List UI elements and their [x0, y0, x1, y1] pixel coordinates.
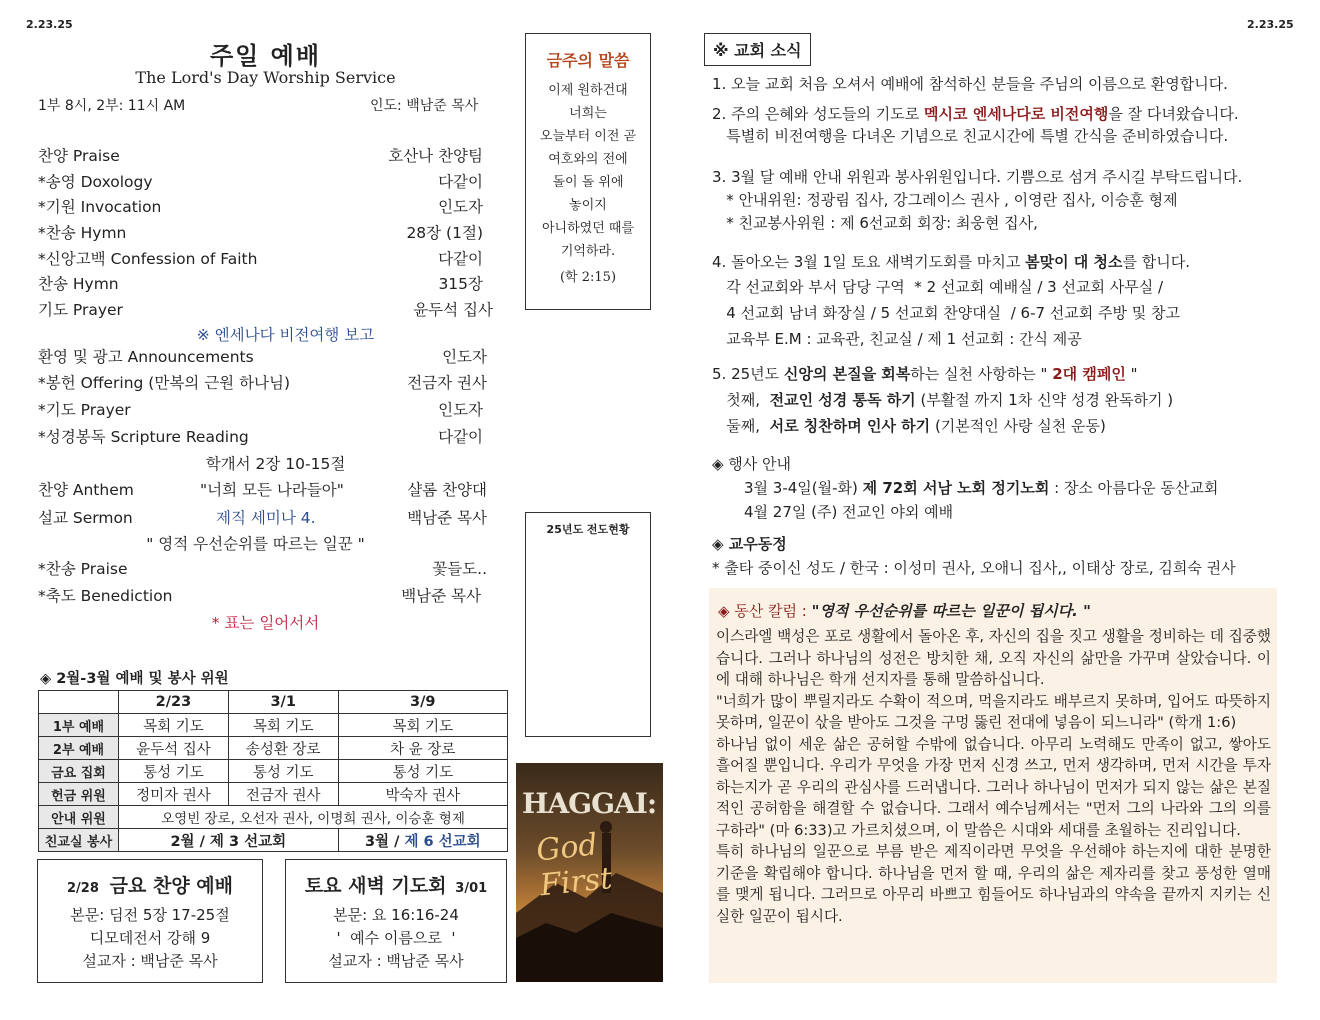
- order-value: 다같이: [438, 250, 483, 268]
- verse-line: 너희는: [569, 106, 607, 121]
- news-item: * 친교봉사위원 : 제 6선교회 회장: 최웅현 집사,: [712, 214, 1038, 232]
- friday-title: 금요 찬양 예배: [109, 875, 234, 897]
- saturday-sub: ' 예수 이름으로 ': [336, 929, 456, 947]
- table-header: 3/9: [338, 691, 507, 714]
- friday-preacher: 설교자 : 백남준 목사: [82, 952, 218, 970]
- order-value: 28장 (1절): [406, 224, 483, 242]
- schedule-heading: ◈ 2월-3월 예배 및 봉사 위원: [40, 671, 229, 687]
- table-cell: 목회 기도: [228, 714, 338, 737]
- news-item: 3. 3월 달 예배 안내 위원과 봉사위원입니다. 기쁨으로 섬겨 주시길 부탁드립니다.: [712, 168, 1243, 186]
- news-text: (부활절 까지 1차 신약 성경 완독하기 ): [915, 391, 1174, 409]
- order-item: [38, 272, 493, 296]
- order-item: [38, 298, 493, 322]
- event-text: : 장소 아름다운 동산교회: [1049, 479, 1219, 497]
- order-label: *축도 Benediction: [38, 587, 173, 605]
- order-item: [38, 195, 493, 219]
- saturday-title: 토요 새벽 기도회: [304, 875, 447, 897]
- news-highlight: 신앙의 본질을 회복: [783, 365, 911, 383]
- order-value: 백남준 목사: [407, 509, 487, 527]
- news-item: 특별히 비전여행을 다녀온 기념으로 친교시간에 특별 간식을 준비하였습니다.: [712, 127, 1229, 145]
- verse-line: 이제 원하건대: [548, 83, 628, 98]
- verse-title: 금주의 말씀: [546, 51, 630, 70]
- news-item: 교육부 E.M : 교육관, 친교실 / 제 1 선교회 : 간식 제공: [712, 330, 1082, 348]
- order-value: 호산나 찬양팀: [388, 147, 483, 165]
- event-text: 3월 3-4일(월-화): [744, 479, 863, 497]
- order-item: [38, 221, 493, 245]
- column-title: "영적 우선순위를 따르는 일꾼이 됩시다. ": [811, 602, 1091, 620]
- row-label: 헌금 위원: [39, 783, 119, 806]
- news-item: 1. 오늘 교회 처음 오셔서 예배에 참석하신 분들을 주님의 이름으로 환영합니다.: [712, 75, 1228, 93]
- haggai-image: [516, 763, 663, 982]
- scripture-ref: 학개서 2장 10-15절: [205, 455, 346, 473]
- members-heading: ◈ 교우동정: [712, 535, 787, 553]
- table-row: [39, 737, 508, 760]
- event-highlight: 제 72회 서남 노회 정기노회: [862, 479, 1050, 497]
- table-row: [39, 806, 508, 829]
- order-label: *신앙고백 Confession of Faith: [38, 250, 258, 268]
- order-label: *기도 Prayer: [38, 401, 131, 419]
- news-heading: ※ 교회 소식: [704, 33, 811, 66]
- sermon-series: 제직 세미나 4.: [216, 509, 316, 527]
- friday-date: 2/28: [66, 881, 99, 896]
- row-label: 1부 예배: [39, 714, 119, 737]
- table-cell: 송성환 장로: [228, 737, 338, 760]
- order-item: [38, 584, 493, 608]
- order-value: 샬롬 찬양대: [407, 481, 487, 499]
- sermon-title: " 영적 우선순위를 따르는 일꾼 ": [146, 535, 365, 553]
- order-value: 다같이: [438, 173, 483, 191]
- news-highlight: 2대 캠페인: [1052, 365, 1126, 383]
- table-cell: 통성 기도: [228, 760, 338, 783]
- column-heading: [718, 600, 1091, 621]
- saturday-date: 3/01: [455, 881, 488, 896]
- column-body: [716, 626, 1271, 927]
- order-value: 꽃들도..: [432, 560, 487, 578]
- order-label: *송영 Doxology: [38, 173, 153, 191]
- order-label: 설교 Sermon: [38, 509, 133, 527]
- row-label: 금요 집회: [39, 760, 119, 783]
- column-paragraph: 특히 하나님의 일꾼으로 부름 받은 제직이라면 무엇을 우선해야 하는지에 대한 분명한 기준을 확립해야 합니다. 하나님을 먼저 할 때, 우리의 삶은 제자리를 찾고 풍성한 열매를 맺게 됩니다. 그러므로 아무리 바쁘고 힘들어도 하나님과의 약속을 끝까지 지키는 신실한 일꾼이 됩시다.: [716, 843, 1271, 925]
- table-cell: 오영빈 장로, 오선자 권사, 이명희 권사, 이승훈 형제: [119, 806, 508, 829]
- news-item: * 안내위원: 정광림 집사, 강그레이스 권사 , 이영란 집사, 이승훈 형제: [712, 191, 1178, 209]
- worship-subtitle: The Lord's Day Worship Service: [135, 68, 396, 87]
- news-text: 을 잘 다녀왔습니다.: [1108, 105, 1239, 123]
- date-right: 2.23.25: [1247, 18, 1294, 31]
- table-row: [39, 714, 508, 737]
- table-cell: 목회 기도: [119, 714, 229, 737]
- table-header-blank: [39, 691, 119, 714]
- order-value: 인도자: [442, 348, 487, 366]
- order-item: [38, 144, 493, 168]
- news-highlight: 전교인 성경 통독 하기: [769, 391, 916, 409]
- table-cell: 박숙자 권사: [338, 783, 507, 806]
- event-item: 4월 27일 (주) 전교인 야외 예배: [744, 503, 954, 521]
- fellowship-march-label: 3월 /: [364, 833, 405, 850]
- news-highlight: 봄맞이 대 청소: [1025, 253, 1123, 271]
- order-value: 전금자 권사: [407, 374, 487, 392]
- table-cell: 2월 / 제 3 선교회: [119, 829, 339, 852]
- table-cell: 전금자 권사: [228, 783, 338, 806]
- news-text: 하는 실천 사항하는 ": [910, 365, 1053, 383]
- schedule-table: [38, 690, 508, 852]
- order-value: 315장: [438, 275, 483, 293]
- news-item: [712, 415, 1272, 436]
- table-cell: 목회 기도: [338, 714, 507, 737]
- table-cell: 윤두석 집사: [119, 737, 229, 760]
- saturday-preacher: 설교자 : 백남준 목사: [328, 952, 464, 970]
- table-cell: 차 윤 장로: [338, 737, 507, 760]
- order-label: 찬송 Hymn: [38, 275, 119, 293]
- order-item: [38, 557, 493, 581]
- order-item: [38, 425, 493, 449]
- row-label: 친교실 봉사: [39, 829, 119, 852]
- mission-status-box: [525, 512, 651, 737]
- verse-line: 돌이 돌 위에: [552, 175, 624, 190]
- order-value: 인도자: [438, 198, 483, 216]
- table-cell: 통성 기도: [338, 760, 507, 783]
- verse-line: 놓이지: [569, 198, 607, 213]
- order-label: *기원 Invocation: [38, 198, 162, 216]
- table-header: 3/1: [228, 691, 338, 714]
- worship-times: 1부 8시, 2부: 11시 AM: [38, 98, 186, 114]
- news-text: 5. 25년도: [712, 365, 784, 383]
- saturday-text: 본문: 요 16:16-24: [333, 906, 459, 924]
- column-label: ◈ 동산 칼럼 :: [718, 602, 812, 620]
- order-value: 다같이: [438, 428, 483, 446]
- event-item: [744, 477, 1304, 498]
- worship-leader: 인도: 백남준 목사: [370, 98, 479, 114]
- table-cell: 정미자 권사: [119, 783, 229, 806]
- stand-note: * 표는 일어서서: [211, 614, 320, 632]
- worship-title: 주일 예배: [209, 42, 322, 70]
- date-left: 2.23.25: [26, 18, 73, 31]
- order-value: 윤두석 집사: [413, 301, 493, 319]
- order-item: [38, 371, 493, 395]
- order-item: [38, 398, 493, 422]
- members-text: * 출타 중이신 성도 / 한국 : 이성미 권사, 오애니 집사,, 이태상 장로, 김희숙 권사: [712, 559, 1236, 577]
- order-item: [38, 170, 493, 194]
- row-label: 2부 예배: [39, 737, 119, 760]
- news-text: 2. 주의 은혜와 성도들의 기도로: [712, 105, 925, 123]
- verse-line: 기억하라.: [560, 244, 616, 259]
- table-header: 2/23: [119, 691, 229, 714]
- order-value: 백남준 목사: [401, 587, 481, 605]
- order-label: 찬양 Praise: [38, 147, 120, 165]
- table-row: [39, 691, 508, 714]
- news-item: 각 선교회와 부서 담당 구역 * 2 선교회 예배실 / 3 선교회 사무실 /: [712, 278, 1164, 296]
- anthem-title: "너희 모든 나라들아": [200, 481, 344, 499]
- saturday-prayer-box: [285, 859, 507, 983]
- verse-line: 오늘부터 이전 곧: [539, 129, 637, 144]
- friday-worship-box: [37, 859, 263, 983]
- column-paragraph: "너희가 많이 뿌릴지라도 수확이 적으며, 먹을지라도 배부르지 못하며, 입어도 따뜻하지 못하며, 일꾼이 삯을 받아도 그것을 구멍 뚫린 전대에 넣음이 되느니라" (학개 1:6): [716, 692, 1271, 731]
- news-text: 를 합니다.: [1122, 253, 1190, 271]
- news-text: 4. 돌아오는 3월 1일 토요 새벽기도회를 마치고: [712, 253, 1026, 271]
- news-highlight: 서로 칭찬하며 인사 하기: [769, 417, 931, 435]
- order-label: *찬송 Hymn: [38, 224, 127, 242]
- column-paragraph: 하나님 없이 세운 삶은 공허할 수밖에 없습니다. 아무리 노력해도 만족이 없고, 쌓아도 흘어질 뿐입니다. 우리가 무엇을 가장 먼저 신경 쓰고, 먼저 생각하며, 먼저 시간을 투자하는지가 곧 우리의 관심사를 드러냅니다. 그러나 하나님이 먼저가 되지 않는 삶은 본질적인 공허함을 해결할 수 없습니다. 그래서 예수님께서는 "먼저 그의 나라와 그의 의를 구하라" (마 6:33)고 가르치셨으며, 이 말씀은 시대와 세대를 초월하는 진리입니다.: [716, 735, 1271, 839]
- events-heading: ◈ 행사 안내: [712, 455, 792, 473]
- column-paragraph: 이스라엘 백성은 포로 생활에서 돌아온 후, 자신의 집을 짓고 생활을 정비하는 데 집중했습니다. 그러나 하나님의 성전은 방치한 채, 오직 자신의 삶만을 가꾸며 살았습니다. 이에 대해 하나님은 학개 선지자를 통해 말씀하십니다.: [716, 628, 1271, 688]
- order-label: *봉헌 Offering (만복의 근원 하나님): [38, 374, 291, 392]
- news-item: 4 선교회 남녀 화장실 / 5 선교회 찬양대실 / 6-7 선교회 주방 및 창고: [712, 304, 1181, 322]
- friday-sub: 디모데전서 강해 9: [89, 929, 211, 947]
- news-item: [712, 389, 1272, 410]
- order-label: *성경봉독 Scripture Reading: [38, 428, 249, 446]
- news-text: 둘째,: [712, 417, 770, 435]
- order-value: 인도자: [438, 401, 483, 419]
- row-label: 안내 위원: [39, 806, 119, 829]
- news-item: [712, 251, 1272, 272]
- order-label: 환영 및 광고 Announcements: [38, 348, 254, 366]
- order-label: 기도 Prayer: [38, 301, 123, 319]
- order-label: *찬송 Praise: [38, 560, 128, 578]
- verse-box: [525, 33, 651, 310]
- verse-line: 아니하였던 때를: [541, 221, 635, 236]
- anthem-row: [38, 478, 493, 502]
- order-item: [38, 247, 493, 271]
- verse-line: 여호와의 전에: [548, 152, 628, 167]
- sermon-row: [38, 506, 493, 530]
- friday-text: 본문: 딤전 5장 17-25절: [70, 906, 230, 924]
- haggai-subtitle: God First: [534, 827, 614, 904]
- order-item: [38, 345, 493, 369]
- verse-line: (학 2:15): [559, 270, 617, 285]
- report-line: ※ 엔세나다 비전여행 보고: [196, 326, 375, 344]
- haggai-title: HAGGAI:: [522, 787, 657, 820]
- news-item: [712, 363, 1272, 384]
- table-cell: [338, 829, 507, 852]
- news-highlight: 멕시코 엔세나다로 비전여행: [924, 105, 1109, 123]
- order-label: 찬양 Anthem: [38, 481, 134, 499]
- fellowship-march-group: 제 6 선교회: [404, 833, 481, 850]
- mission-status-title: 25년도 전도현황: [546, 523, 630, 536]
- table-row: [39, 760, 508, 783]
- news-text: (기본적인 사랑 실천 운동): [930, 417, 1106, 435]
- table-row: [39, 829, 508, 852]
- table-cell: 통성 기도: [119, 760, 229, 783]
- table-row: [39, 783, 508, 806]
- news-text: ": [1125, 365, 1138, 383]
- news-item: [712, 103, 1272, 124]
- news-text: 첫째,: [712, 391, 770, 409]
